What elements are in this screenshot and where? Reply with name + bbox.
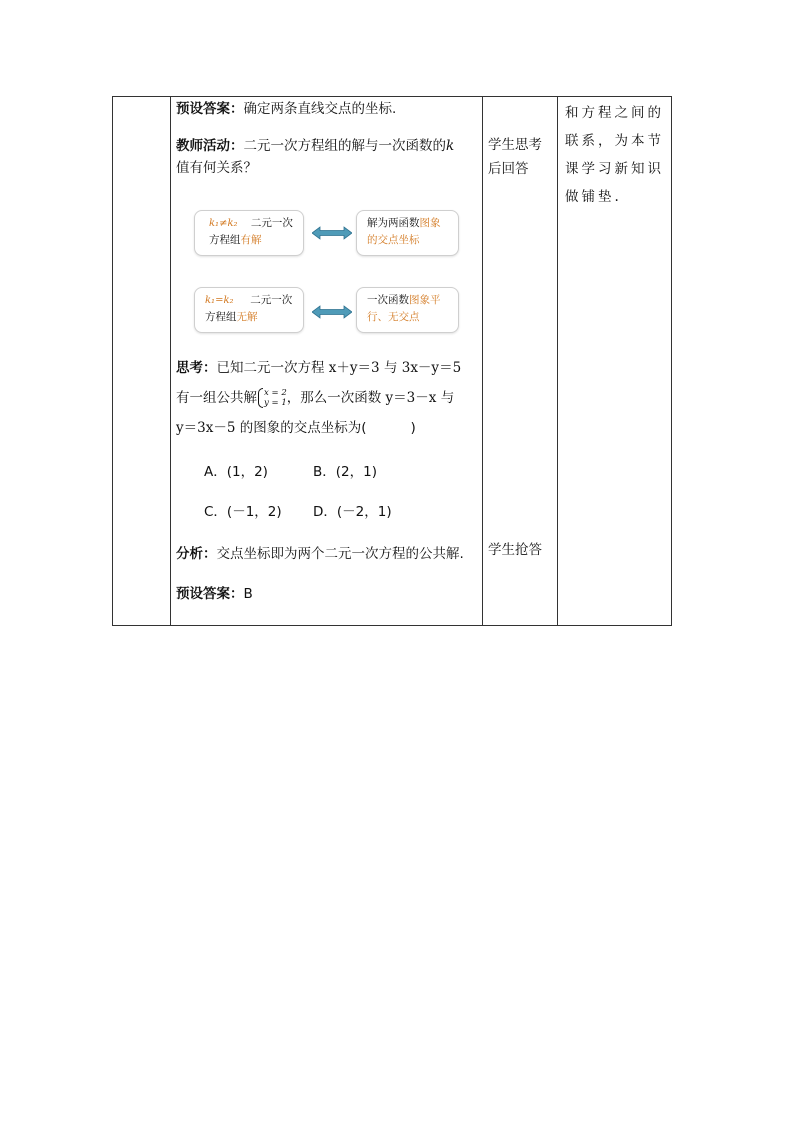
box-parallel: 一次函数图象平 行、无交点 xyxy=(356,287,459,333)
student-activity-cell xyxy=(482,97,557,625)
preset-answer-1: 预设答案：确定两条直线交点的坐标. xyxy=(176,101,397,117)
option-a: A．(1，2) xyxy=(204,464,268,480)
double-arrow-icon xyxy=(312,304,352,320)
option-b: B．(2，1) xyxy=(313,464,377,480)
preset-answer-2: 预设答案：B xyxy=(176,586,253,602)
design-intent-text: 和方程之间的联系，为本节课学习新知识做铺垫. xyxy=(565,105,664,205)
box-intersection: 解为两函数图象 的交点坐标 xyxy=(356,210,459,256)
think-question: 思考：已知二元一次方程 x＋y＝3 与 3x－y＝5 有一组公共解 x = 2 y = 1，那么一次函数 y＝3－x 与 y＝3x－5 的图象的交点坐标为( ) xyxy=(176,360,462,436)
box-k-equal: k₁=k₂ 二元一次 方程组无解 xyxy=(194,287,304,333)
equation-system: x = 2 y = 1 xyxy=(257,388,287,408)
student-think-answer: 学生思考 后回答 xyxy=(488,137,542,177)
double-arrow-icon xyxy=(312,225,352,241)
analysis: 分析：交点坐标即为两个二元一次方程的公共解. xyxy=(176,546,464,562)
option-c: C．(－1，2) xyxy=(204,504,282,520)
option-d: D．(－2，1) xyxy=(313,504,392,520)
box-k-not-equal: k₁≠k₂ 二元一次 方程组有解 xyxy=(194,210,304,256)
teaching-content-cell xyxy=(170,97,482,625)
teacher-activity: 教师活动：二元一次方程组的解与一次函数的k 值有何关系？ xyxy=(176,138,455,176)
design-intent-cell xyxy=(557,97,672,625)
stage-cell xyxy=(113,97,170,625)
lesson-table xyxy=(112,96,672,626)
student-rush-answer: 学生抢答 xyxy=(488,542,542,558)
